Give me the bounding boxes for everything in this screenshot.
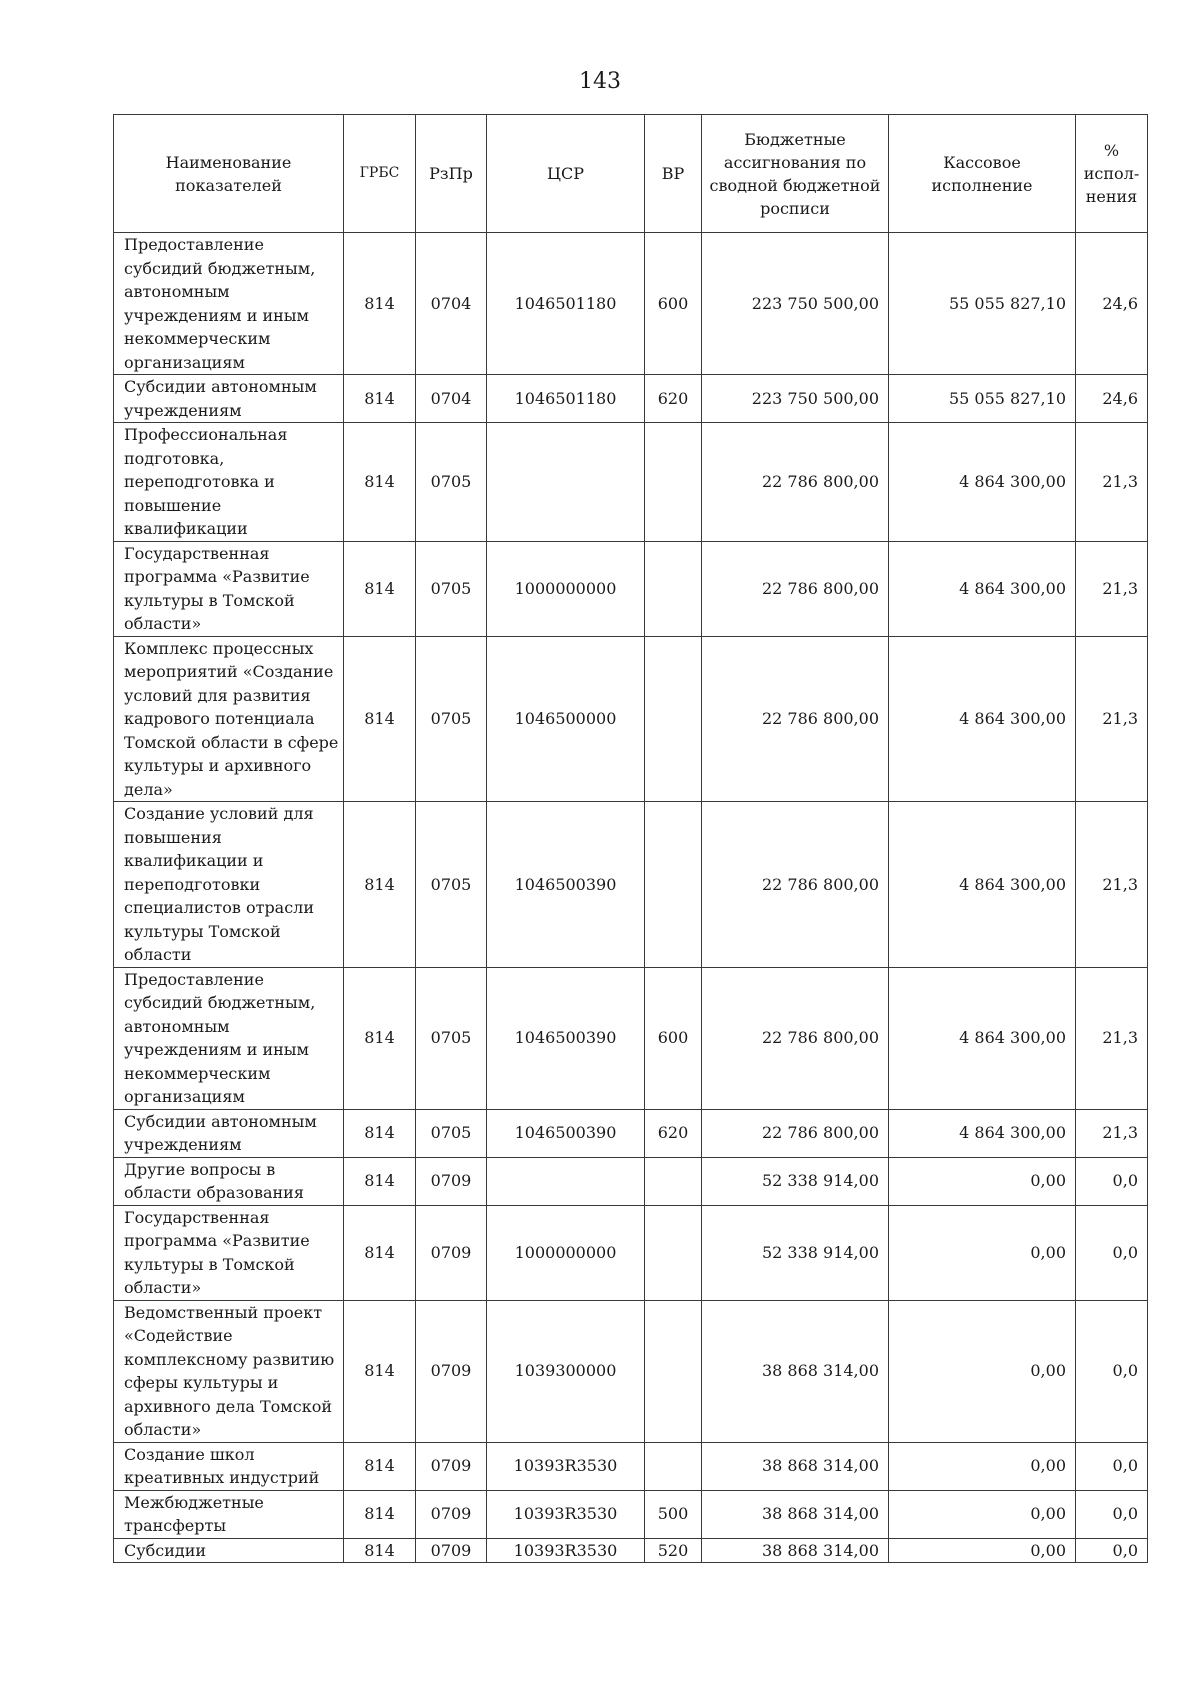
table-row [114,1157,1148,1205]
cell-cash: 4 864 300,00 [889,423,1076,542]
cell-cash: 0,00 [889,1157,1076,1205]
cell-percent: 0,0 [1076,1538,1148,1563]
cell-cash: 4 864 300,00 [889,967,1076,1109]
cell-csr [487,423,645,542]
cell-vr: 620 [645,1109,702,1157]
cell-vr [645,1157,702,1205]
cell-percent: 0,0 [1076,1300,1148,1442]
cell-rzpr: 0705 [416,967,487,1109]
cell-vr [645,1205,702,1300]
cell-vr: 520 [645,1538,702,1563]
table-row [114,802,1148,968]
cell-percent: 21,3 [1076,636,1148,802]
cell-csr: 1046501180 [487,233,645,375]
cell-vr: 500 [645,1490,702,1538]
cell-grbs: 814 [344,541,416,636]
cell-csr: 10393R3530 [487,1490,645,1538]
cell-rzpr: 0705 [416,802,487,968]
cell-budget: 22 786 800,00 [702,802,889,968]
cell-budget: 22 786 800,00 [702,636,889,802]
cell-rzpr: 0705 [416,636,487,802]
cell-grbs: 814 [344,1157,416,1205]
cell-rzpr: 0709 [416,1538,487,1563]
cell-cash: 55 055 827,10 [889,233,1076,375]
cell-vr [645,1300,702,1442]
table-row [114,1300,1148,1442]
cell-vr [645,802,702,968]
table-row [114,1490,1148,1538]
cell-rzpr: 0705 [416,423,487,542]
table-row [114,423,1148,542]
cell-name: Межбюджетные трансферты [114,1490,344,1538]
cell-rzpr: 0704 [416,233,487,375]
header-rzpr: РзПр [416,115,487,233]
cell-vr [645,541,702,636]
cell-name: Субсидии [114,1538,344,1563]
cell-rzpr: 0709 [416,1157,487,1205]
table-row [114,1109,1148,1157]
cell-grbs: 814 [344,802,416,968]
header-vr: ВР [645,115,702,233]
cell-csr: 1039300000 [487,1300,645,1442]
cell-vr [645,423,702,542]
cell-grbs: 814 [344,1538,416,1563]
cell-percent: 0,0 [1076,1157,1148,1205]
cell-rzpr: 0705 [416,1109,487,1157]
table-body [114,233,1148,1563]
cell-budget: 22 786 800,00 [702,541,889,636]
cell-rzpr: 0709 [416,1490,487,1538]
cell-percent: 0,0 [1076,1490,1148,1538]
cell-grbs: 814 [344,967,416,1109]
cell-vr [645,636,702,802]
cell-name: Государственная программа «Развитие культуры в Томской области» [114,1205,344,1300]
cell-percent: 24,6 [1076,375,1148,423]
cell-csr: 10393R3530 [487,1538,645,1563]
table-row [114,233,1148,375]
cell-cash: 4 864 300,00 [889,636,1076,802]
cell-cash: 55 055 827,10 [889,375,1076,423]
cell-cash: 0,00 [889,1538,1076,1563]
cell-name: Предоставление субсидий бюджетным, автономным учреждениям и иным некоммерческим организациям [114,967,344,1109]
cell-budget: 52 338 914,00 [702,1205,889,1300]
header-budget: Бюджетные ассигнования по сводной бюджетной росписи [702,115,889,233]
cell-cash: 0,00 [889,1442,1076,1490]
cell-budget: 22 786 800,00 [702,967,889,1109]
cell-grbs: 814 [344,1442,416,1490]
cell-percent: 21,3 [1076,802,1148,968]
header-csr: ЦСР [487,115,645,233]
cell-grbs: 814 [344,375,416,423]
cell-name: Субсидии автономным учреждениям [114,1109,344,1157]
cell-name: Другие вопросы в области образования [114,1157,344,1205]
cell-csr: 1046500390 [487,967,645,1109]
cell-budget: 223 750 500,00 [702,233,889,375]
cell-grbs: 814 [344,423,416,542]
cell-budget: 38 868 314,00 [702,1442,889,1490]
cell-csr: 10393R3530 [487,1442,645,1490]
cell-cash: 0,00 [889,1205,1076,1300]
cell-budget: 38 868 314,00 [702,1300,889,1442]
cell-vr [645,1442,702,1490]
cell-rzpr: 0709 [416,1442,487,1490]
table-row [114,636,1148,802]
cell-csr: 1000000000 [487,541,645,636]
cell-grbs: 814 [344,233,416,375]
cell-name: Создание школ креативных индустрий [114,1442,344,1490]
cell-budget: 38 868 314,00 [702,1538,889,1563]
cell-grbs: 814 [344,1109,416,1157]
table-row [114,967,1148,1109]
cell-budget: 52 338 914,00 [702,1157,889,1205]
cell-name: Профессиональная подготовка, переподготовка и повышение квалификации [114,423,344,542]
cell-cash: 0,00 [889,1490,1076,1538]
cell-percent: 21,3 [1076,967,1148,1109]
cell-budget: 22 786 800,00 [702,423,889,542]
cell-csr: 1046500000 [487,636,645,802]
cell-percent: 21,3 [1076,423,1148,542]
cell-csr: 1046500390 [487,1109,645,1157]
cell-csr: 1000000000 [487,1205,645,1300]
table-row [114,1442,1148,1490]
cell-percent: 24,6 [1076,233,1148,375]
table-row [114,541,1148,636]
cell-grbs: 814 [344,1205,416,1300]
cell-grbs: 814 [344,1490,416,1538]
cell-cash: 0,00 [889,1300,1076,1442]
table-row [114,1205,1148,1300]
header-cash: Кассовое исполнение [889,115,1076,233]
cell-budget: 223 750 500,00 [702,375,889,423]
cell-name: Комплекс процессных мероприятий «Создание условий для развития кадрового потенциала Томской области в сфере культуры и архивного дела» [114,636,344,802]
header-percent: % испол-нения [1076,115,1148,233]
header-grbs: ГРБС [344,115,416,233]
cell-percent: 21,3 [1076,541,1148,636]
cell-grbs: 814 [344,636,416,802]
cell-cash: 4 864 300,00 [889,541,1076,636]
cell-rzpr: 0705 [416,541,487,636]
cell-cash: 4 864 300,00 [889,1109,1076,1157]
cell-percent: 21,3 [1076,1109,1148,1157]
cell-percent: 0,0 [1076,1442,1148,1490]
cell-budget: 22 786 800,00 [702,1109,889,1157]
cell-cash: 4 864 300,00 [889,802,1076,968]
cell-name: Создание условий для повышения квалификации и переподготовки специалистов отрасли культуры Томской области [114,802,344,968]
cell-name: Предоставление субсидий бюджетным, автономным учреждениям и иным некоммерческим организациям [114,233,344,375]
cell-grbs: 814 [344,1300,416,1442]
page-number: 143 [579,69,621,94]
table-header-row [114,115,1148,233]
table-row [114,375,1148,423]
cell-rzpr: 0709 [416,1300,487,1442]
cell-vr: 600 [645,967,702,1109]
header-name: Наименование показателей [114,115,344,233]
cell-csr: 1046501180 [487,375,645,423]
cell-percent: 0,0 [1076,1205,1148,1300]
cell-csr: 1046500390 [487,802,645,968]
cell-name: Ведомственный проект «Содействие комплексному развитию сферы культуры и архивного дела Томской области» [114,1300,344,1442]
cell-rzpr: 0704 [416,375,487,423]
table-row [114,1538,1148,1563]
cell-name: Государственная программа «Развитие культуры в Томской области» [114,541,344,636]
cell-vr: 620 [645,375,702,423]
cell-rzpr: 0709 [416,1205,487,1300]
budget-table [113,114,1148,1563]
cell-vr: 600 [645,233,702,375]
cell-csr [487,1157,645,1205]
cell-name: Субсидии автономным учреждениям [114,375,344,423]
cell-budget: 38 868 314,00 [702,1490,889,1538]
